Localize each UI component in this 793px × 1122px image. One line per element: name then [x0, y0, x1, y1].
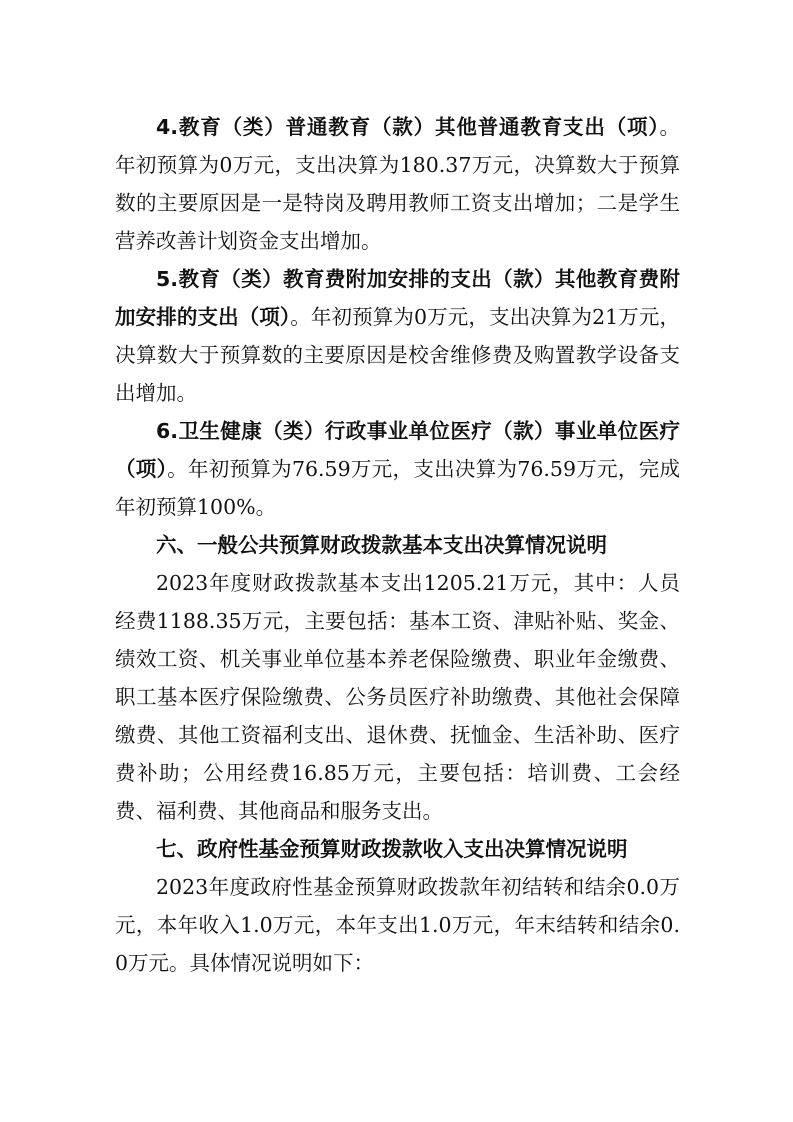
section-6-body: 2023年度财政拨款基本支出1205.21万元，其中：人员经费1188.35万元，主要包括：基本工资、津贴补贴、奖金、绩效工资、机关事业单位基本养老保险缴费、职业年金缴费、职工基本医疗保险缴费、公务员医疗补助缴费、其他社会保障缴费、其他工资福利支出、退休费、抚恤金、生活补助、医疗费补助；公用经费16.85万元，主要包括：培训费、工会经费、福利费、其他商品和服务支出。	[115, 571, 680, 823]
item-5-title: 5.教育（类）教育费附加安排的支出（款）其他教育费附加安排的支出（项）	[115, 267, 680, 329]
item-4-title: 4.教育（类）普通教育（款）其他普通教育支出（项）	[156, 115, 660, 139]
section-7-heading: 七、政府性基金预算财政拨款收入支出决算情况说明	[156, 837, 628, 861]
section-6-heading: 六、一般公共预算财政拨款基本支出决算情况说明	[156, 533, 607, 557]
section-6-heading-line	[115, 526, 680, 564]
section-7-heading-line	[115, 830, 680, 868]
item-6-title: 6.卫生健康（类）行政事业单位医疗（款）事业单位医疗（项）	[115, 419, 680, 481]
item-4-body: 。年初预算为0万元，支出决算为180.37万元，决算数大于预算数的主要原因是一是特岗及聘用教师工资支出增加；二是学生营养改善计划资金支出增加。	[115, 115, 680, 253]
item-6-paragraph	[115, 412, 680, 526]
document-content	[115, 108, 680, 982]
section-7-body: 2023年度政府性基金预算财政拨款年初结转和结余0.0万元，本年收入1.0万元，本年支出1.0万元，年末结转和结余0.0万元。具体情况说明如下：	[115, 875, 680, 975]
item-4-paragraph	[115, 108, 680, 260]
item-5-paragraph	[115, 260, 680, 412]
item-6-body: 。年初预算为76.59万元，支出决算为76.59万元，完成年初预算100%。	[115, 457, 681, 519]
item-5-body: 。年初预算为0万元，支出决算为21万元，决算数大于预算数的主要原因是校舍维修费及购置教学设备支出增加。	[115, 305, 680, 405]
